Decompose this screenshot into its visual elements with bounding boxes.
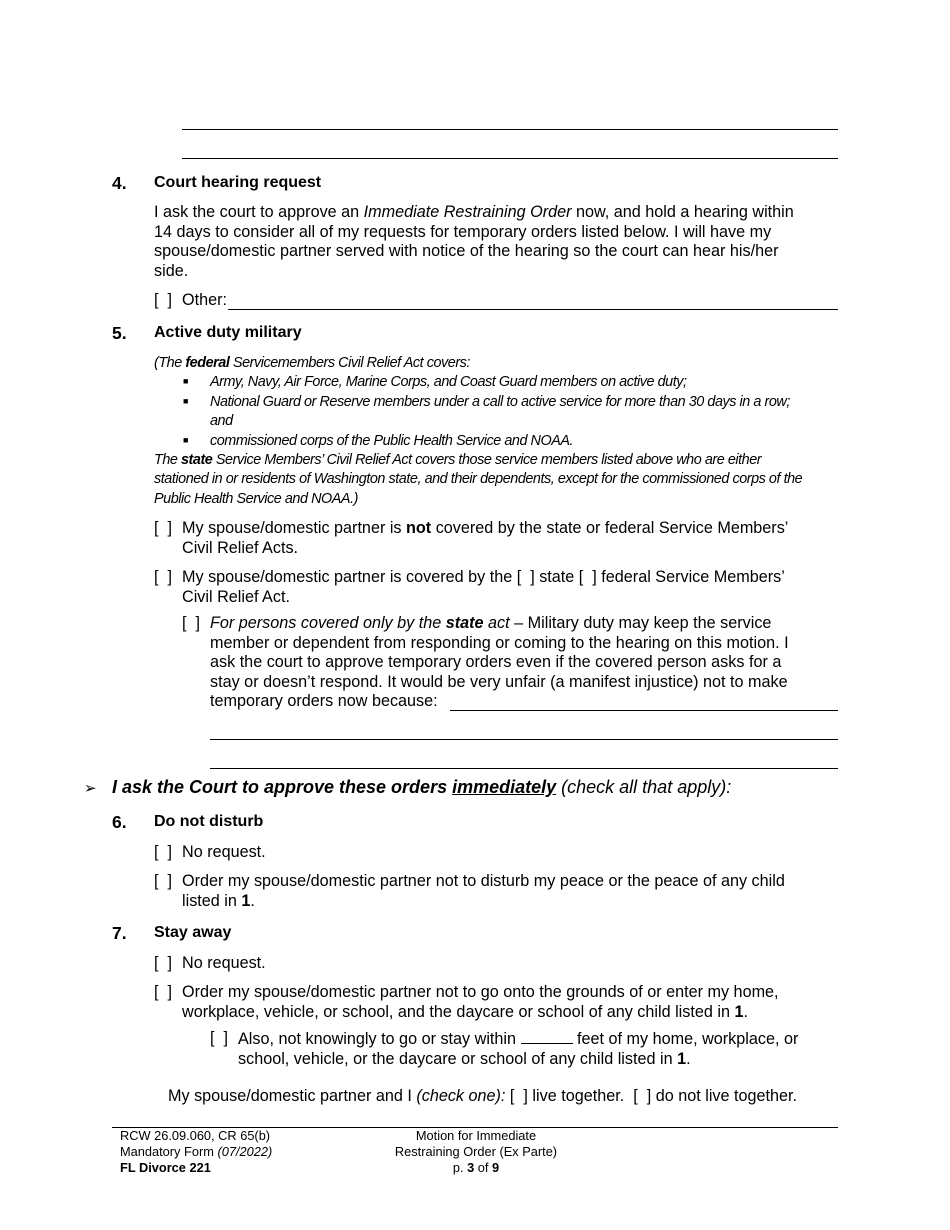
distance-checkbox[interactable]: [ ] [210,1029,228,1047]
federal-act-intro: (The federal Servicemembers Civil Relief Act covers: [154,355,470,371]
footer-center: Motion for Immediate Restraining Order (Ex Parte) p. 3 of 9 [394,1128,558,1175]
stay-away-order-label: Order my spouse/domestic partner not to go onto the grounds of or enter my home, workplace, vehicle, or school, and the daycare or school of any child listed in 1. [182,983,779,1021]
not-live-together-checkbox[interactable]: [ ] [633,1087,652,1105]
not-covered-checkbox[interactable]: [ ] [154,519,172,537]
federal-act-item-2-cont: and [210,413,233,429]
continuation-line-2[interactable] [182,158,838,159]
disturb-no-request-label: No request. [182,843,266,861]
section-4-paragraph: I ask the court to approve an Immediate Restraining Order now, and hold a hearing within 14 days to consider all of my requests for temporary orders listed below. I will have my spouse/domestic partner served with notice of the hearing so the court can hear his/her side. [154,203,794,280]
section-7-title: Stay away [154,924,232,941]
section-6-number: 6. [112,812,127,832]
because-field-line-1[interactable] [450,710,838,711]
covered-checkbox[interactable]: [ ] [154,568,172,586]
federal-act-item-1: Army, Navy, Air Force, Marine Corps, and Coast Guard members on active duty; [210,374,687,390]
arrow-icon: ➢ [84,780,97,797]
because-field-line-3[interactable] [210,768,838,769]
living-arrangement: My spouse/domestic partner and I (check one): [ ] live together. [ ] do not live together. [168,1087,798,1105]
section-6-title: Do not disturb [154,813,264,830]
because-field-line-2[interactable] [210,739,838,740]
state-act-checkbox[interactable]: [ ] [516,568,535,586]
federal-act-item-3: commissioned corps of the Public Health Service and NOAA. [210,433,574,449]
state-act-only-option: For persons covered only by the state act – Military duty may keep the service member or dependent from responding or coming to the hearing on this motion. I ask the court to approve temporary orders even if the covered person asks for a stay or doesn’t respond. It would be very unfair (a manifest injustice) not to make temporary orders now because: [210,614,789,711]
section-4-other-checkbox[interactable]: [ ] [154,291,172,309]
disturb-no-request-checkbox[interactable]: [ ] [154,843,172,861]
covered-option: My spouse/domestic partner is covered by the [ ] state [ ] federal Service Members’ Civil Relief Act. [182,568,785,606]
not-covered-option: My spouse/domestic partner is not covered by the state or federal Service Members’ Civil Relief Acts. [182,519,789,557]
immediate-orders-heading: I ask the Court to approve these orders immediately (check all that apply): [112,777,732,797]
footer-left: RCW 26.09.060, CR 65(b) Mandatory Form (07/2022) FL Divorce 221 [120,1128,273,1175]
section-7-number: 7. [112,923,127,943]
federal-act-item-2: National Guard or Reserve members under a call to active service for more than 30 days in a row; [210,394,790,410]
section-4-title: Court hearing request [154,174,322,191]
stay-away-no-request-checkbox[interactable]: [ ] [154,954,172,972]
section-4-other-label: Other: [182,291,227,309]
distance-option: Also, not knowingly to go or stay within feet of my home, workplace, or school, vehicle, or the daycare or school of any child listed in 1. [238,1030,799,1068]
continuation-line-1[interactable] [182,129,838,130]
section-4-number: 4. [112,173,127,193]
stay-away-order-checkbox[interactable]: [ ] [154,983,172,1001]
federal-act-checkbox[interactable]: [ ] [578,568,597,586]
state-act-paragraph: The state Service Members’ Civil Relief Act covers those service members listed above who are either stationed in or residents of Washington state, and their dependents, except for the commissioned corps of the Public Health Service and NOAA.) [154,452,803,507]
section-5-title: Active duty military [154,324,302,341]
state-act-only-checkbox[interactable]: [ ] [182,614,200,632]
disturb-order-checkbox[interactable]: [ ] [154,872,172,890]
bullet-icon: ■ [183,376,189,386]
section-4-other-field[interactable] [228,309,838,310]
feet-field[interactable] [521,1029,573,1044]
disturb-order-label: Order my spouse/domestic partner not to disturb my peace or the peace of any child listed in 1. [182,872,785,910]
stay-away-no-request-label: No request. [182,954,266,972]
bullet-icon: ■ [183,435,189,445]
section-5-number: 5. [112,323,127,343]
live-together-checkbox[interactable]: [ ] [509,1087,528,1105]
bullet-icon: ■ [183,396,189,406]
